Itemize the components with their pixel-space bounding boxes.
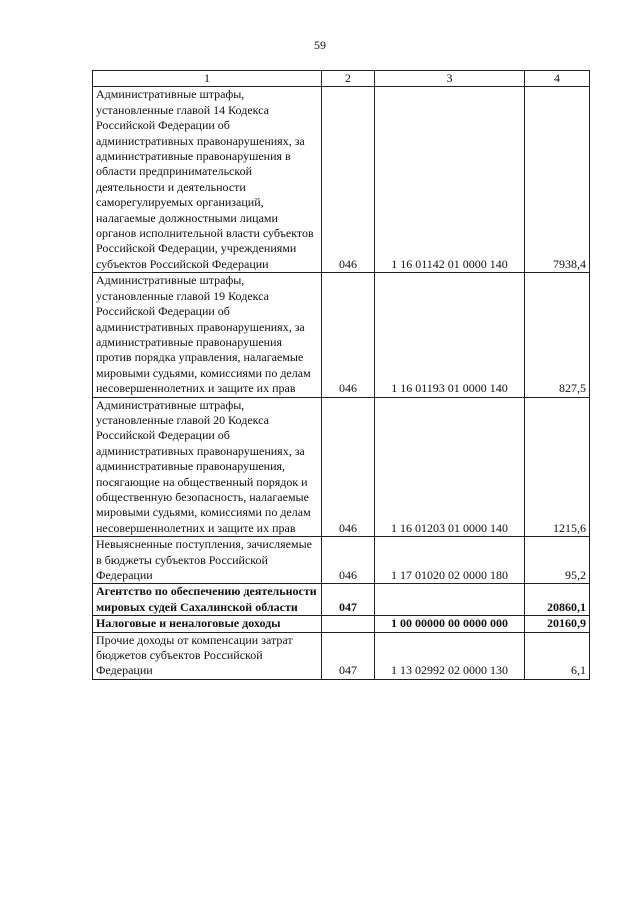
row-budget-code: 1 17 01020 02 0000 180 — [375, 537, 525, 584]
row-budget-code: 1 16 01142 01 0000 140 — [375, 87, 525, 273]
row-amount: 20160,9 — [525, 616, 590, 632]
row-admin-code: 046 — [322, 537, 375, 584]
row-name: Агентство по обеспечению деятельности мировых судей Сахалинской области — [93, 584, 322, 616]
page-number: 59 — [314, 38, 326, 52]
row-admin-code: 047 — [322, 584, 375, 616]
row-admin-code — [322, 616, 375, 632]
table-row — [93, 537, 590, 584]
row-admin-code: 046 — [322, 87, 375, 273]
table-row-agency — [93, 584, 590, 616]
row-budget-code: 1 16 01193 01 0000 140 — [375, 273, 525, 397]
table-row — [93, 397, 590, 537]
row-amount: 1215,6 — [525, 397, 590, 537]
table-row-subtotal — [93, 616, 590, 632]
row-budget-code: 1 16 01203 01 0000 140 — [375, 397, 525, 537]
header-col-2: 2 — [322, 71, 375, 87]
row-admin-code: 047 — [322, 632, 375, 679]
row-admin-code: 046 — [322, 397, 375, 537]
row-name: Невыясненные поступления, зачисляемые в бюджеты субъектов Российской Федерации — [93, 537, 322, 584]
header-col-4: 4 — [525, 71, 590, 87]
row-name: Прочие доходы от компенсации затрат бюджетов субъектов Российской Федерации — [93, 632, 322, 679]
table-row — [93, 273, 590, 397]
row-amount: 827,5 — [525, 273, 590, 397]
header-col-1: 1 — [93, 71, 322, 87]
row-name: Административные штрафы, установленные главой 20 Кодекса Российской Федерации об административных правонарушениях, за административные правонарушения, посягающие на общественный порядок и общественную безопасность, налагаемые мировыми судьями, комиссиями по делам несовершеннолетних и защите их прав — [93, 397, 322, 537]
row-amount: 95,2 — [525, 537, 590, 584]
table-header-row — [93, 71, 590, 87]
table-row — [93, 87, 590, 273]
revenue-table — [92, 70, 590, 680]
row-budget-code: 1 00 00000 00 0000 000 — [375, 616, 525, 632]
row-name: Административные штрафы, установленные главой 19 Кодекса Российской Федерации об административных правонарушениях, за административные правонарушения против порядка управления, налагаемые мировыми судьями, комиссиями по делам несовершеннолетних и защите их прав — [93, 273, 322, 397]
row-name: Административные штрафы, установленные главой 14 Кодекса Российской Федерации об административных правонарушениях, за административные правонарушения в области предпринимательской деятельности и деятельности саморегулируемых организаций, налагаемые должностными лицами органов исполнительной власти субъектов Российской Федерации, учреждениями субъектов Российской Федерации — [93, 87, 322, 273]
row-budget-code: 1 13 02992 02 0000 130 — [375, 632, 525, 679]
row-amount: 20860,1 — [525, 584, 590, 616]
header-col-3: 3 — [375, 71, 525, 87]
row-name: Налоговые и неналоговые доходы — [93, 616, 322, 632]
row-amount: 7938,4 — [525, 87, 590, 273]
row-admin-code: 046 — [322, 273, 375, 397]
row-amount: 6,1 — [525, 632, 590, 679]
table-row — [93, 632, 590, 679]
row-budget-code — [375, 584, 525, 616]
